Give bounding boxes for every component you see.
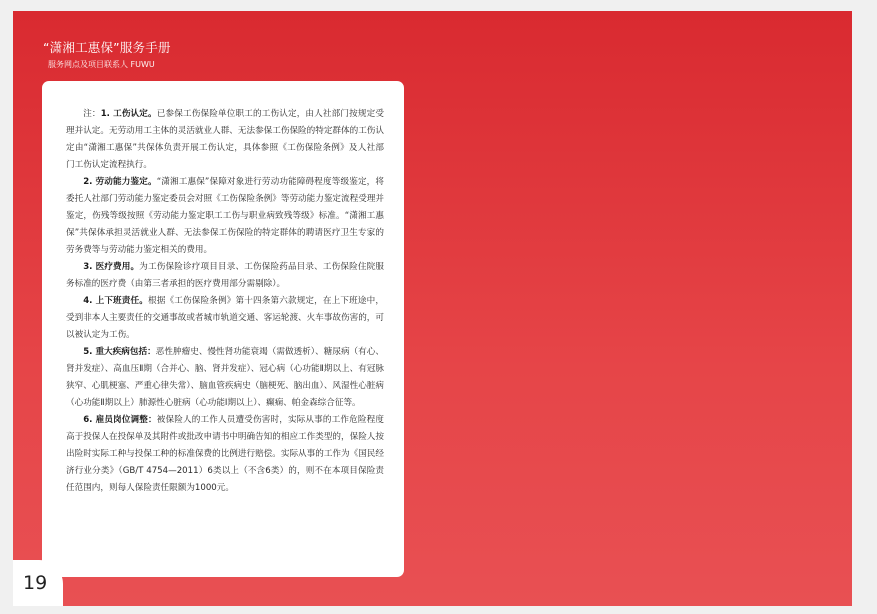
note-heading: 4. 上下班责任。 [83, 296, 149, 306]
notes-list [66, 106, 384, 497]
note-item [66, 259, 384, 293]
notes-card [42, 81, 404, 577]
note-heading: 5. 重大疾病包括： [83, 347, 156, 357]
note-item [66, 412, 384, 497]
note-body: 根据《工伤保险条例》第十四条第六款规定，在上下班途中，受到非本人主要责任的交通事故或者城市轨道交通、客运轮渡、火车事故伤害的，可以被认定为工伤。 [66, 296, 384, 340]
note-heading: 2. 劳动能力鉴定。 [83, 177, 157, 187]
manual-page [13, 11, 852, 606]
note-item [66, 106, 384, 174]
note-body: 为工伤保险诊疗项目目录、工伤保险药品目录、工伤保险住院服务标准的医疗费（由第三者承担的医疗费用部分需剔除）。 [66, 262, 384, 289]
note-prefix: 注： [83, 109, 101, 119]
section-subtitle: 服务网点及项目联系人 FUWU [48, 60, 155, 69]
note-item [66, 293, 384, 344]
page-number-tab [13, 560, 63, 606]
manual-title: “潇湘工惠保”服务手册 [43, 40, 171, 55]
note-body: 恶性肿瘤史、慢性肾功能衰竭（需做透析）、糖尿病（有心、肾并发症）、高血压Ⅱ期（合并心、脑、肾并发症）、冠心病（心功能Ⅱ期以上、有冠脉狭窄、心肌梗塞、严重心律失常）、脑血管疾病史（脑梗死、脑出血）、风湿性心脏病（心功能Ⅱ期以上）肺源性心脏病（心功能Ⅰ期以上）、癫痫、帕金森综合征等。 [66, 347, 384, 408]
note-body: 已参保工伤保险单位职工的工伤认定，由人社部门按规定受理并认定。无劳动用工主体的灵活就业人群、无法参保工伤保险的特定群体的工伤认定由“潇湘工惠保”共保体负责开展工伤认定，具体参照《工伤保险条例》及人社部门工伤认定流程执行。 [66, 109, 384, 170]
note-heading: 3. 医疗费用。 [83, 262, 140, 272]
note-item [66, 174, 384, 259]
note-heading: 6. 雇员岗位调整： [83, 415, 157, 425]
note-heading: 1. 工伤认定。 [100, 109, 157, 119]
page-number: 19 [23, 572, 48, 594]
note-item [66, 344, 384, 412]
note-body: “潇湘工惠保”保障对象进行劳动功能障碍程度等级鉴定，将委托人社部门劳动能力鉴定委员会对照《工伤保险条例》等劳动能力鉴定流程受理并鉴定，伤残等级按照《劳动能力鉴定职工工伤与职业病致残等级》标准。“潇湘工惠保”共保体承担灵活就业人群、无法参保工伤保险的特定群体的聘请医疗卫生专家的劳务费等与劳动能力鉴定相关的费用。 [66, 177, 384, 255]
note-body: 被保险人的工作人员遭受伤害时，实际从事的工作危险程度高于投保人在投保单及其附件或批改申请书中明确告知的相应工作类型的，保险人按出险时实际工种与投保工种的标准保费的比例进行赔偿。实际从事的工作为《国民经济行业分类》（GB/T 4754—2011）6类以上（不含6类）的，则不在本项目保险责任范围内，则每人保险责任限额为1000元。 [66, 415, 384, 493]
